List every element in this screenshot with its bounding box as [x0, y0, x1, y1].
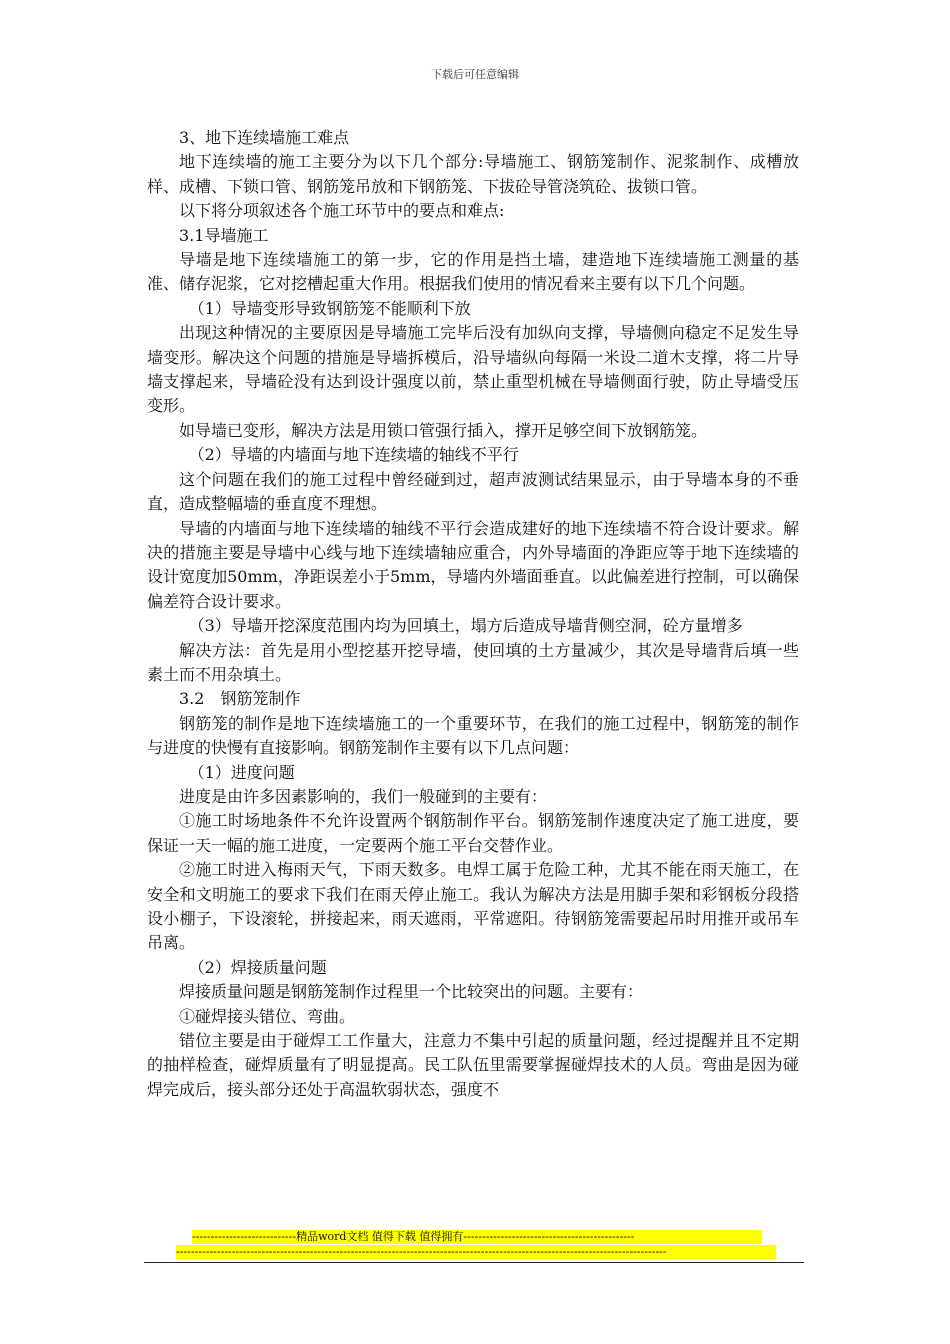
- paragraph: 钢筋笼的制作是地下连续墙施工的一个重要环节，在我们的施工过程中，钢筋笼的制作与进度的快慢有直接影响。钢筋笼制作主要有以下几点问题：: [147, 713, 799, 758]
- paragraph: 出现这种情况的主要原因是导墙施工完毕后没有加纵向支撑，导墙侧向稳定不足发生导墙变形。解决这个问题的措施是导墙拆模后，沿导墙纵向每隔一米设二道木支撑，将二片导墙支撑起来，导墙砼没有达到设计强度以前，禁止重型机械在导墙侧面行驶，防止导墙受压变形。: [147, 323, 799, 416]
- paragraph: 以下将分项叙述各个施工环节中的要点和难点:: [179, 201, 505, 221]
- paragraph: 这个问题在我们的施工过程中曾经碰到过，超声波测试结果显示，由于导墙本身的不垂直，造成整幅墙的垂直度不理想。: [147, 469, 799, 514]
- footer-banner-line: ----------------------------精品word文档 值得下载 值得拥有----------------------------------------------: [192, 1230, 762, 1244]
- subsection-heading: 3.2 钢筋笼制作: [179, 689, 301, 709]
- section-heading: 3、地下连续墙施工难点: [179, 128, 350, 147]
- footer-divider: [144, 1262, 804, 1263]
- paragraph: ①施工时场地条件不允许设置两个钢筋制作平台。钢筋笼制作速度决定了施工进度，要保证一天一幅的施工进度，一定要两个施工平台交替作业。: [147, 811, 799, 855]
- paragraph: 错位主要是由于碰焊工工作量大，注意力不集中引起的质量问题，经过提醒并且不定期的抽样检查，碰焊质量有了明显提高。民工队伍里需要掌握碰焊技术的人员。弯曲是因为碰焊完成后，接头部分还处于高温软弱状态，强度不: [147, 1031, 799, 1099]
- item-heading: （2）导墙的内墙面与地下连续墙的轴线不平行: [188, 445, 519, 465]
- item-heading: （1）进度问题: [188, 762, 295, 782]
- item-heading: （2）焊接质量问题: [188, 957, 327, 977]
- paragraph: 解决方法：首先是用小型挖基开挖导墙，使回填的土方量减少，其次是导墙背后填一些素土而不用杂填土。: [147, 640, 799, 684]
- paragraph: 如导墙已变形，解决方法是用锁口管强行插入，撑开足够空间下放钢筋笼。: [179, 420, 708, 440]
- footer-banner-line: ------------------------------------------------------------------------------------------------------------------------------------: [176, 1245, 776, 1259]
- header-note: 下载后可任意编辑: [431, 68, 519, 81]
- paragraph: 导墙是地下连续墙施工的第一步，它的作用是挡土墙，建造地下连续墙施工测量的基准、储存泥浆，它对挖槽起重大作用。根据我们使用的情况看来主要有以下几个问题。: [147, 250, 799, 294]
- paragraph: ②施工时进入梅雨天气，下雨天数多。电焊工属于危险工种，尤其不能在雨天施工，在安全和文明施工的要求下我们在雨天停止施工。我认为解决方法是用脚手架和彩钢板分段搭设小棚子，下设滚轮，拼接起来，雨天遮雨，平常遮阳。待钢筋笼需要起吊时用推开或吊车吊离。: [147, 860, 799, 953]
- document-body: [147, 126, 799, 1102]
- paragraph: ①碰焊接头错位、弯曲。: [179, 1006, 356, 1026]
- footer-banner: [176, 1230, 772, 1259]
- item-heading: （1）导墙变形导致钢筋笼不能顺利下放: [188, 298, 471, 318]
- paragraph: 地下连续墙的施工主要分为以下几个部分:导墙施工、钢筋笼制作、泥浆制作、成槽放样、成槽、下锁口管、钢筋笼吊放和下钢筋笼、下拔砼导管浇筑砼、拔锁口管。: [147, 152, 799, 196]
- paragraph: 焊接质量问题是钢筋笼制作过程里一个比较突出的问题。主要有：: [179, 982, 644, 1002]
- item-heading: （3）导墙开挖深度范围内均为回填土，塌方后造成导墙背侧空洞，砼方量增多: [188, 616, 743, 636]
- paragraph: 导墙的内墙面与地下连续墙的轴线不平行会造成建好的地下连续墙不符合设计要求。解决的措施主要是导墙中心线与地下连续墙轴应重合，内外导墙面的净距应等于地下连续墙的设计宽度加50mm，净距误差小于5mm，导墙内外墙面垂直。以此偏差进行控制，可以确保偏差符合设计要求。: [147, 518, 799, 611]
- subsection-heading: 3.1导墙施工: [179, 225, 269, 245]
- paragraph: 进度是由许多因素影响的，我们一般碰到的主要有：: [179, 786, 548, 806]
